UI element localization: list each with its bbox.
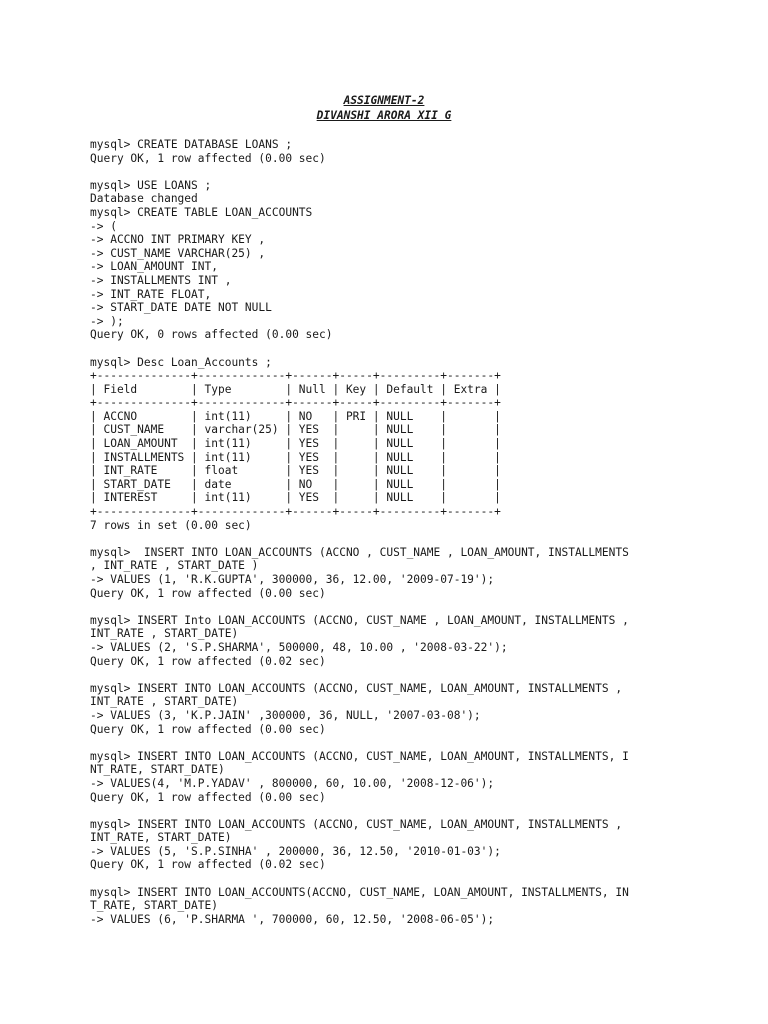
table-row-line: | INTEREST | int(11) | YES | | NULL | |	[90, 491, 501, 505]
mysql-command-line: mysql> INSERT INTO LOAN_ACCOUNTS(ACCNO, CUST_NAME, LOAN_AMOUNT, INSTALLMENTS, IN	[90, 885, 629, 899]
table-row-line: | INSTALLMENTS | int(11) | YES | | NULL | |	[90, 450, 501, 464]
continuation-line: -> VALUES(4, 'M.P.YADAV' , 800000, 60, 10.00, '2008-12-06');	[90, 776, 495, 790]
result-line: Query OK, 1 row affected (0.00 sec)	[90, 790, 326, 804]
console-line: INT_RATE , START_DATE)	[90, 627, 239, 641]
mysql-command-line: mysql> INSERT INTO LOAN_ACCOUNTS (ACCNO , CUST_NAME , LOAN_AMOUNT, INSTALLMENTS	[90, 545, 629, 559]
blank-line	[90, 600, 760, 614]
continuation-line: -> VALUES (6, 'P.SHARMA ', 700000, 60, 12.50, '2008-06-05');	[90, 912, 495, 926]
blank-line	[90, 736, 760, 750]
result-line: Query OK, 1 row affected (0.00 sec)	[90, 151, 326, 165]
continuation-line: -> VALUES (3, 'K.P.JAIN' ,300000, 36, NULL, '2007-03-08');	[90, 708, 481, 722]
result-line: Query OK, 0 rows affected (0.00 sec)	[90, 328, 333, 342]
continuation-line: -> );	[90, 314, 124, 328]
continuation-line: -> VALUES (5, 'S.P.SINHA' , 200000, 36, 12.50, '2010-01-03');	[90, 844, 501, 858]
continuation-line: -> INSTALLMENTS INT ,	[90, 273, 232, 287]
result-line: Query OK, 1 row affected (0.00 sec)	[90, 722, 326, 736]
blank-line	[90, 804, 760, 818]
continuation-line: -> VALUES (2, 'S.P.SHARMA', 500000, 48, 10.00 , '2008-03-22');	[90, 640, 508, 654]
assignment-title: ASSIGNMENT-2	[343, 94, 425, 107]
table-row-line: | Field | Type | Null | Key | Default | Extra |	[90, 382, 501, 396]
blank-line	[90, 668, 760, 682]
table-row-line: | CUST_NAME | varchar(25) | YES | | NULL | |	[90, 423, 501, 437]
mysql-command-line: mysql> INSERT INTO LOAN_ACCOUNTS (ACCNO, CUST_NAME, LOAN_AMOUNT, INSTALLMENTS ,	[90, 817, 623, 831]
console-line: NT_RATE, START_DATE)	[90, 763, 225, 777]
continuation-line: -> CUST_NAME VARCHAR(25) ,	[90, 246, 266, 260]
result-line: Query OK, 1 row affected (0.02 sec)	[90, 654, 326, 668]
continuation-line: -> INT_RATE FLOAT,	[90, 287, 212, 301]
mysql-command-line: mysql> Desc Loan_Accounts ;	[90, 355, 272, 369]
console-line: T_RATE, START_DATE)	[90, 899, 218, 913]
mysql-command-line: mysql> INSERT INTO LOAN_ACCOUNTS (ACCNO, CUST_NAME, LOAN_AMOUNT, INSTALLMENTS, I	[90, 749, 629, 763]
result-line: 7 rows in set (0.00 sec)	[90, 518, 252, 532]
console-line: , INT_RATE , START_DATE )	[90, 559, 259, 573]
table-border-line: +--------------+-------------+------+-----+---------+-------+	[90, 369, 501, 383]
table-row-line: | START_DATE | date | NO | | NULL | |	[90, 477, 501, 491]
result-line: Query OK, 1 row affected (0.02 sec)	[90, 858, 326, 872]
continuation-line: -> START_DATE DATE NOT NULL	[90, 301, 272, 315]
mysql-command-line: mysql> CREATE DATABASE LOANS ;	[90, 138, 293, 151]
result-line: Query OK, 1 row affected (0.00 sec)	[90, 586, 326, 600]
continuation-line: -> ACCNO INT PRIMARY KEY ,	[90, 233, 266, 247]
table-border-line: +--------------+-------------+------+-----+---------+-------+	[90, 396, 501, 410]
console-line: INT_RATE, START_DATE)	[90, 831, 232, 845]
table-border-line: +--------------+-------------+------+-----+---------+-------+	[90, 505, 501, 519]
mysql-command-line: mysql> INSERT INTO LOAN_ACCOUNTS (ACCNO, CUST_NAME, LOAN_AMOUNT, INSTALLMENTS ,	[90, 681, 623, 695]
continuation-line: -> LOAN_AMOUNT INT,	[90, 260, 218, 274]
table-row-line: | LOAN_AMOUNT | int(11) | YES | | NULL | |	[90, 437, 501, 451]
console-line: INT_RATE , START_DATE)	[90, 695, 239, 709]
author-line: DIVANSHI ARORA XII G	[316, 109, 452, 122]
blank-line	[90, 532, 760, 546]
continuation-line: -> (	[90, 219, 117, 233]
result-line: Database changed	[90, 192, 198, 206]
mysql-command-line: mysql> CREATE TABLE LOAN_ACCOUNTS	[90, 205, 313, 219]
continuation-line: -> VALUES (1, 'R.K.GUPTA', 300000, 36, 12.00, '2009-07-19');	[90, 573, 495, 586]
mysql-command-line: mysql> USE LOANS ;	[90, 178, 212, 192]
mysql-command-line: mysql> INSERT Into LOAN_ACCOUNTS (ACCNO, CUST_NAME , LOAN_AMOUNT, INSTALLMENTS ,	[90, 613, 629, 627]
blank-line	[90, 165, 760, 179]
blank-line	[90, 342, 760, 356]
blank-line	[90, 872, 760, 886]
mysql-console-transcript	[90, 138, 760, 926]
table-row-line: | ACCNO | int(11) | NO | PRI | NULL | |	[90, 409, 501, 423]
table-row-line: | INT_RATE | float | YES | | NULL | |	[90, 464, 501, 478]
